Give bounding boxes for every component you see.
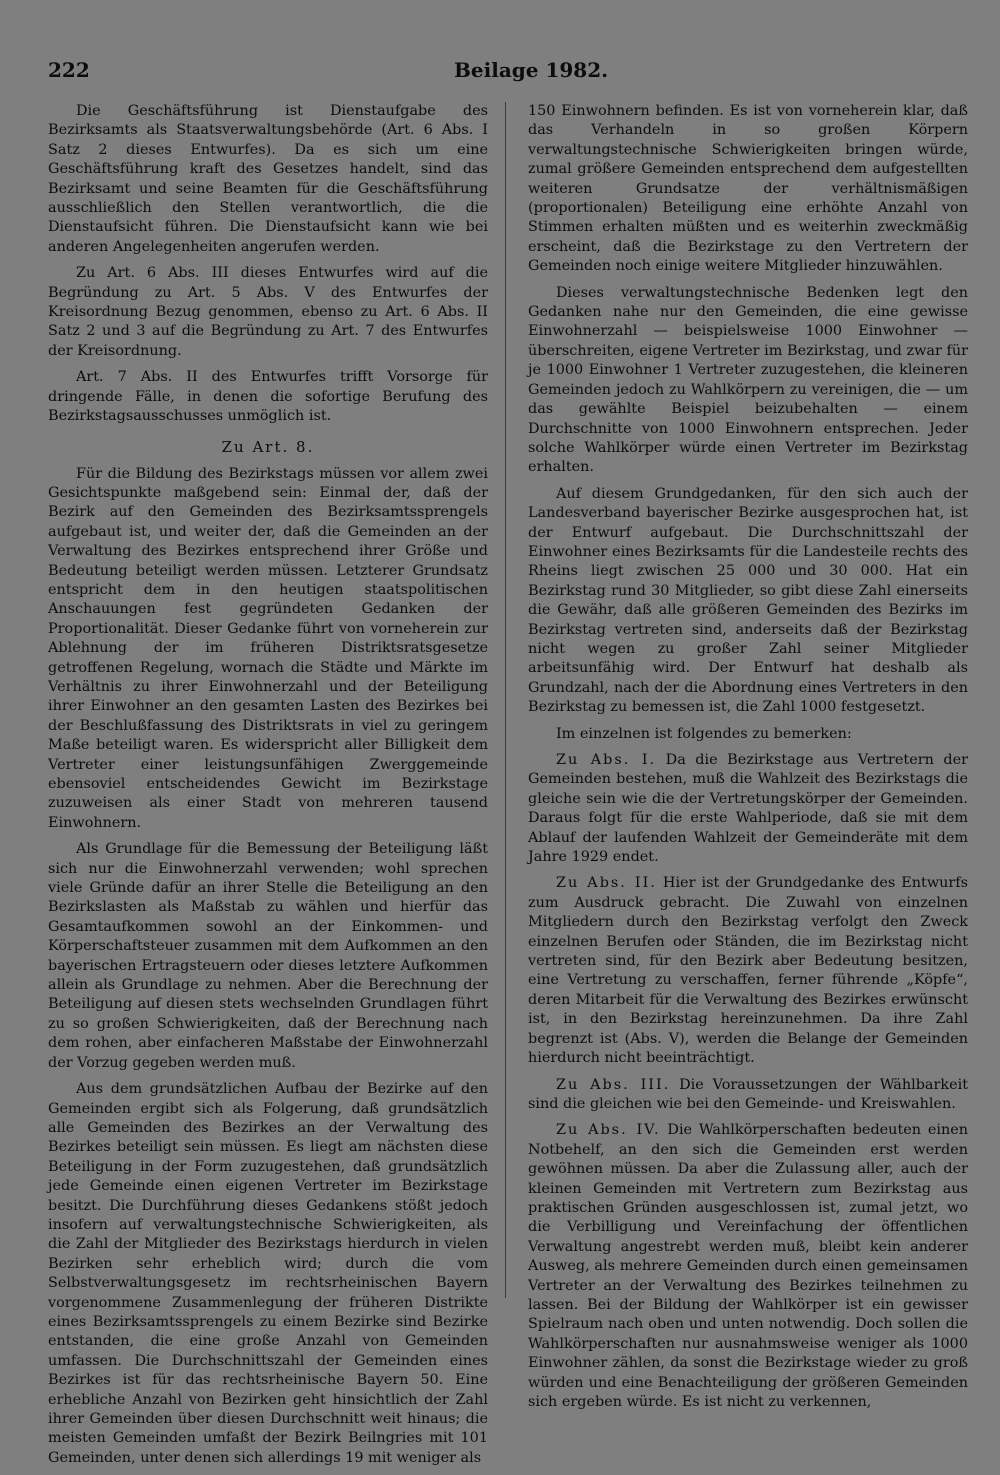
- paragraph-text: Da die Bezirkstage aus Vertretern der Gemeinden bestehen, muß die Wahlzeit des Bezirkstags die gleiche sein wie die der Vertretungskörper der Gemeinden. Daraus folgt für die erste Wahlperiode, daß sie mit dem Ablauf der laufenden Wahlzeit der Gemeinderäte mit dem Jahre 1929 endet.: [528, 752, 968, 866]
- paragraph: Die Geschäftsführung ist Dienstaufgabe des Bezirksamts als Staatsverwaltungsbehörde (Art. 6 Abs. I Satz 2 dieses Entwurfes). Da es sich um eine Geschäftsführung kraft des Gesetzes handelt, sind das Bezirksamt und seine Beamten für die Geschäftsführung ausschließlich den Stellen verantwortlich, die die Dienstaufsicht führen. Die Dienstaufsicht kann wie bei anderen Angelegenheiten angerufen werden.: [48, 103, 488, 255]
- left-column: [48, 102, 488, 1475]
- paragraph: [528, 1121, 968, 1412]
- paragraph: Als Grundlage für die Bemessung der Beteiligung läßt sich nur die Einwohnerzahl verwenden; wohl sprechen viele Gründe dafür an ihrer Stelle die Beteiligung an den Bezirkslasten als Maßstab zu wählen und hierfür das Gesamtaufkommen sowohl an der Einkommen- und Körperschaftsteuer zusammen mit dem Aufkommen an den bayerischen Ertragsteuern oder dieses letztere Aufkommen allein als Grundlage zu nehmen. Aber die Berechnung der Beteiligung auf diesen stets wechselnden Grundlagen führt zu so großen Schwierigkeiten, daß der Berechnung nach dem rohen, aber einfacheren Maßstabe der Einwohnerzahl der Vorzug gegeben werden muß.: [48, 841, 488, 1071]
- paragraph-text: Die Voraussetzungen der Wählbarkeit sind die gleichen wie bei den Gemeinde- und Kreiswahlen.: [528, 1076, 968, 1112]
- subsection-lead: Zu Abs. III.: [556, 1076, 671, 1093]
- running-title: Beilage 1982.: [454, 58, 609, 82]
- paragraph: [528, 874, 968, 1068]
- page-header: [48, 58, 964, 84]
- page-number: 222: [48, 58, 90, 82]
- paragraph: Dieses verwaltungstechnische Bedenken legt den Gedanken nahe nur den Gemeinden, die eine gewisse Einwohnerzahl — beispielsweise 1000 Einwohner — überschreiten, eigene Vertreter im Bezirkstag, und zwar für je 1000 Einwohner 1 Vertreter zuzugestehen, die kleineren Gemeinden jedoch zu Wahlkörpern zu vereinigen, die — um das gewählte Beispiel beizubehalten — einem Durchschnitte von 1000 Einwohnern entsprechen. Jeder solche Wahlkörper würde einen Vertreter im Bezirkstag erhalten.: [528, 284, 968, 476]
- column-divider: [505, 102, 506, 1298]
- paragraph: [528, 1076, 968, 1115]
- subsection-lead: Zu Abs. IV.: [556, 1122, 661, 1139]
- paragraph-text: Die Wahlkörperschaften bedeuten einen Notbehelf, an den sich die Gemeinden erst werden gewöhnen müssen. Da aber die Zulassung aller, auch der kleinen Gemeinden mit Vertretern zum Bezirkstag aus praktischen Gründen ausgeschlossen ist, zumal jetzt, wo die Verbilligung und Vereinfachung der öffentlichen Verwaltung angestrebt werden muß, bleibt kein anderer Ausweg, als mehrere Gemeinden durch einen gemeinsamen Vertreter an der Verwaltung des Bezirkes teilnehmen zu lassen. Bei der Bildung der Wahlkörper ist ein gewisser Spielraum nach oben und unten notwendig. Doch sollen die Wahlkörperschaften nur ausnahmsweise weniger als 1000 Einwohner zählen, da sonst die Bezirkstage wieder zu groß würden und eine Benachteiligung der größeren Gemeinden sich ergeben würde. Es ist nicht zu verkennen,: [528, 1122, 968, 1410]
- paragraph: 150 Einwohnern befinden. Es ist von vorneherein klar, daß das Verhandeln in so großen Körpern verwaltungstechnische Schwierigkeiten bringen würde, zumal größere Gemeinden entsprechend dem aufgestellten weiteren Grundsatze der verhältnismäßigen (proportionalen) Beteiligung eine erhöhte Anzahl von Stimmen erhalten müßten und es weiterhin zweckmäßig erscheint, daß die Bezirkstage zu den Vertretern der Gemeinden noch einige weitere Mitglieder hinzuwählen.: [528, 103, 968, 275]
- paragraph: Zu Art. 6 Abs. III dieses Entwurfes wird auf die Begründung zu Art. 5 Abs. V des Entwurfes der Kreisordnung Bezug genommen, ebenso zu Art. 6 Abs. II Satz 2 und 3 auf die Begründung zu Art. 7 des Entwurfes der Kreisordnung.: [48, 265, 488, 359]
- paragraph: Auf diesem Grundgedanken, für den sich auch der Landesverband bayerischer Bezirke ausgesprochen hat, ist der Entwurf aufgebaut. Die Durchschnittszahl der Einwohner eines Bezirksamts für die Landesteile rechts des Rheins liegt zwischen 25 000 und 30 000. Hat ein Bezirkstag rund 30 Mitglieder, so gibt diese Zahl einerseits die Gewähr, daß alle größeren Gemeinden des Bezirks im Bezirkstag vertreten sind, anderseits daß der Bezirkstag nicht wegen zu großer Zahl seiner Mitglieder arbeitsunfähig wird. Der Entwurf hat deshalb als Grundzahl, nach der die Abordnung eines Vertreters in den Bezirkstag zu bemessen ist, die Zahl 1000 festgesetzt.: [528, 485, 968, 716]
- paragraph: Im einzelnen ist folgendes zu bemerken:: [556, 725, 852, 742]
- paragraph: Für die Bildung des Bezirkstags müssen vor allem zwei Gesichtspunkte maßgebend sein: Einmal der, daß der Bezirk auf den Gemeinden des Bezirksamtssprengels aufgebaut ist, und weiter der, daß die Gemeinden an der Verwaltung des Bezirkes entsprechend ihrer Größe und Bedeutung beteiligt werden müssen. Letzterer Grundsatz entspricht dem in den heutigen staatspolitischen Anschauungen fest gegründeten Gedanken der Proportionalität. Dieser Gedanke führt von vorneherein zur Ablehnung der im früheren Distriktsratsgesetze getroffenen Regelung, wornach die Städte und Märkte im Verhältnis zu ihrer Einwohnerzahl und der Beteiligung ihrer Einwohner an den gesamten Lasten des Bezirkes bei der Beschlußfassung des Distriktsrats in viel zu geringem Maße beteiligt waren. Es widerspricht aller Billigkeit dem Vertreter einer leistungsunfähigen Zwerggemeinde ebensoviel entscheidendes Gewicht im Bezirkstage zuzuweisen als einer Stadt von mehreren tausend Einwohnern.: [48, 465, 488, 831]
- right-column: [528, 102, 968, 1419]
- paragraph: Aus dem grundsätzlichen Aufbau der Bezirke auf den Gemeinden ergibt sich als Folgerung, daß grundsätzlich alle Gemeinden des Bezirkes an der Verwaltung des Bezirkes beteiligt sein müssen. Es liegt am nächsten diese Beteiligung in der Form zuzugestehen, daß grundsätzlich jede Gemeinde einen eigenen Vertreter im Bezirkstage besitzt. Die Durchführung dieses Gedankens stößt jedoch insofern auf verwaltungstechnische Schwierigkeiten, als die Zahl der Mitglieder des Bezirkstags hierdurch in vielen Bezirken sehr erheblich wird; durch die vom Selbstverwaltungsgesetz im rechtsrheinischen Bayern vorgenommene Zusammenlegung der früheren Distrikte eines Bezirksamtssprengels zu einem Bezirke sind Bezirke entstanden, die eine große Anzahl von Gemeinden umfassen. Die Durchschnittszahl der Gemeinden eines Bezirkes ist für das rechtsrheinische Bayern 50. Eine erhebliche Anzahl von Bezirken geht hinsichtlich der Zahl ihrer Gemeinden über diesen Durchschnitt weit hinaus; die meisten Gemeinden umfaßt der Bezirk Beilngries mit 101 Gemeinden, unter denen sich allerdings 19 mit weniger als: [48, 1081, 488, 1466]
- paragraph-text: Hier ist der Grundgedanke des Entwurfs zum Ausdruck gebracht. Die Zuwahl von einzelnen Mitgliedern durch den Bezirkstag verfolgt den Zweck einzelnen Berufen oder Ständen, die im Bezirkstag nicht vertreten sind, für den Bezirk aber Bedeutung besitzen, eine Vertretung zu verschaffen, ferner führende „Köpfe“, deren Mitarbeit für die Verwaltung des Bezirkes erwünscht ist, in den Bezirkstag hereinzunehmen. Da ihre Zahl begrenzt ist (Abs. V), werden die Belange der Gemeinden hierdurch nicht beeinträchtigt.: [528, 875, 968, 1067]
- subsection-lead: Zu Abs. II.: [556, 875, 657, 892]
- paragraph: Art. 7 Abs. II des Entwurfes trifft Vorsorge für dringende Fälle, in denen die sofortige Berufung des Bezirkstagsausschusses unmöglich ist.: [48, 369, 488, 425]
- paragraph: [528, 751, 968, 867]
- section-heading: Zu Art. 8.: [221, 437, 315, 456]
- subsection-lead: Zu Abs. I.: [556, 752, 657, 768]
